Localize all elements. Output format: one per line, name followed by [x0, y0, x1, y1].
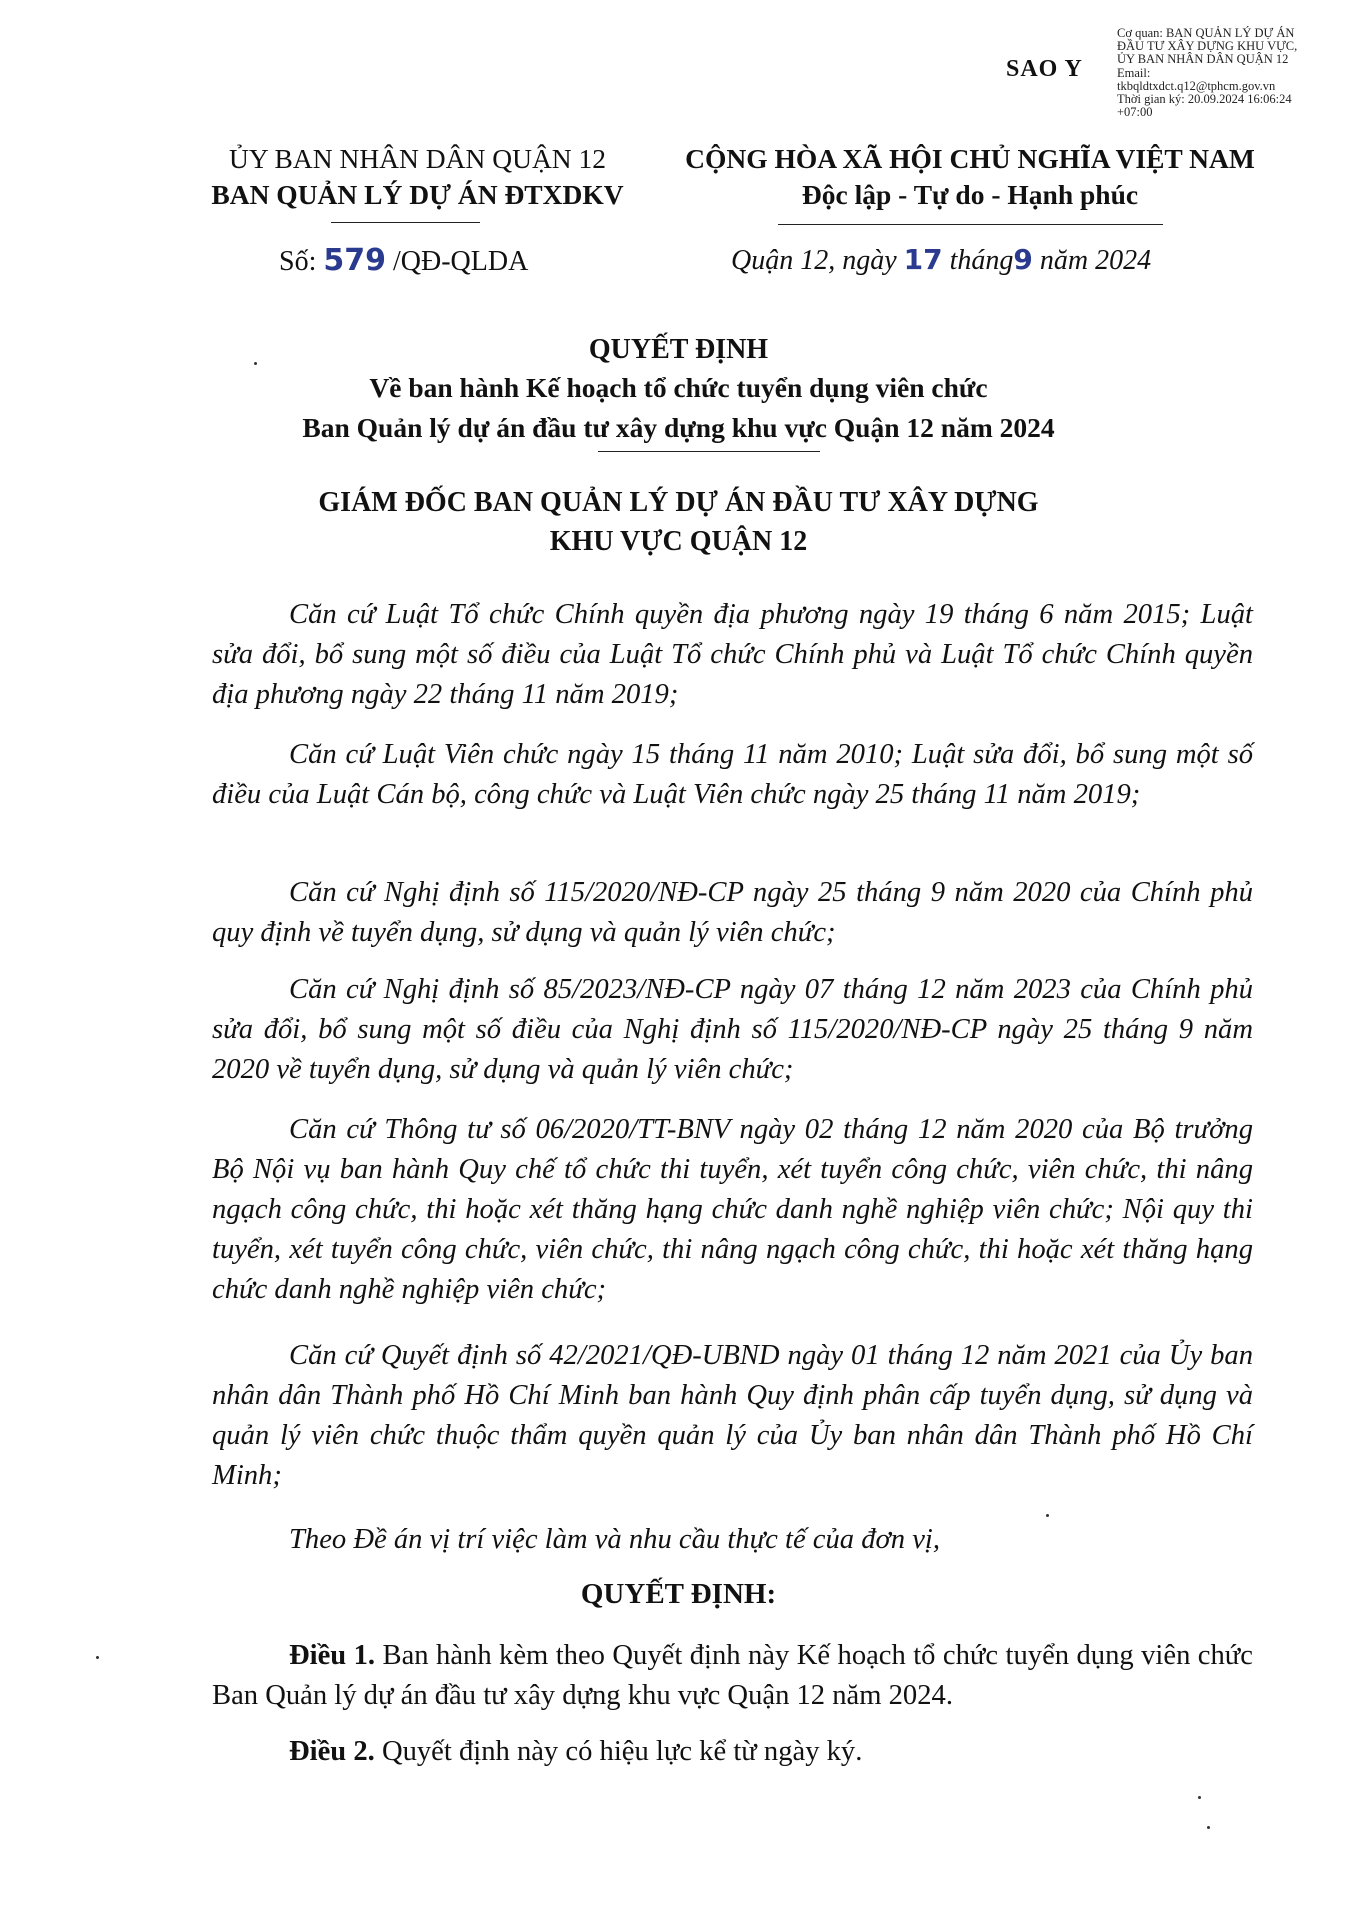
issuer-block	[180, 141, 655, 213]
national-motto-block	[650, 141, 1290, 213]
day-handwritten: 17	[903, 243, 943, 276]
scan-speck	[1207, 1826, 1210, 1829]
month-handwritten: 9	[1013, 243, 1033, 276]
decision-heading: QUYẾT ĐỊNH:	[580, 1578, 777, 1610]
place-date	[731, 243, 1151, 277]
stamp-timezone: +07:00	[1117, 105, 1153, 120]
doc-number-prefix: Số:	[279, 246, 317, 277]
nation-line1: CỘNG HÒA XÃ HỘI CHỦ NGHĨA VIỆT NAM	[685, 143, 1255, 174]
authority-line2: KHU VỰC QUẬN 12	[549, 526, 808, 557]
legal-basis-6: Căn cứ Quyết định số 42/2021/QĐ-UBND ngày 01 tháng 12 năm 2021 của Ủy ban nhân dân Thành phố Hồ Chí Minh ban hành Quy định phân cấp tuyển dụng, sử dụng và quản lý viên chức thuộc thẩm quyền quản lý của Ủy ban nhân dân Thành phố Hồ Chí Minh;	[212, 1340, 1253, 1491]
issuer-line2: BAN QUẢN LÝ DỰ ÁN ĐTXDKV	[211, 179, 624, 210]
article-2	[212, 1732, 1253, 1772]
doc-number-handwritten: 579	[323, 243, 386, 278]
stamp-agency-line2: ĐẦU TƯ XÂY DỰNG KHU VỰC,	[1117, 39, 1298, 54]
subject-line2: Ban Quản lý dự án đầu tư xây dựng khu vực Quận 12 năm 2024	[302, 412, 1055, 443]
legal-basis-1: Căn cứ Luật Tổ chức Chính quyền địa phương ngày 19 tháng 6 năm 2015; Luật sửa đổi, bổ sung một số điều của Luật Tổ chức Chính phủ và Luật Tổ chức Chính quyền địa phương ngày 22 tháng 11 năm 2019;	[212, 599, 1253, 710]
scan-speck	[1046, 1514, 1049, 1517]
year-label: năm 2024	[1039, 245, 1152, 276]
place-date-prefix: Quận 12, ngày	[731, 245, 897, 276]
authority-line1: GIÁM ĐỐC BAN QUẢN LÝ DỰ ÁN ĐẦU TƯ XÂY DỰNG	[318, 487, 1039, 518]
scan-speck	[254, 362, 257, 365]
scan-speck	[96, 1656, 99, 1659]
subject-underline	[598, 451, 820, 452]
article-2-text: Quyết định này có hiệu lực kể từ ngày ký.	[381, 1736, 863, 1767]
digital-signature-info	[1117, 27, 1357, 119]
article-1-label: Điều 1.	[289, 1640, 376, 1671]
scan-speck	[1198, 1796, 1201, 1799]
legal-basis-2: Căn cứ Luật Viên chức ngày 15 tháng 11 năm 2010; Luật sửa đổi, bổ sung một số điều của Luật Cán bộ, công chức và Luật Viên chức ngày 25 tháng 11 năm 2019;	[212, 739, 1253, 810]
stamp-email-label: Email:	[1117, 65, 1151, 80]
article-2-label: Điều 2.	[289, 1736, 375, 1767]
subject-line1: Về ban hành Kế hoạch tổ chức tuyển dụng viên chức	[369, 372, 988, 403]
legal-basis-7: Theo Đề án vị trí việc làm và nhu cầu thực tế của đơn vị,	[289, 1524, 941, 1555]
stamp-signed-time: Thời gian ký: 20.09.2024 16:06:24	[1117, 92, 1292, 107]
legal-basis-4: Căn cứ Nghị định số 85/2023/NĐ-CP ngày 07 tháng 12 năm 2023 của Chính phủ sửa đổi, bổ sung một số điều của Nghị định số 115/2020/NĐ-CP ngày 25 tháng 9 năm 2020 về tuyển dụng, sử dụng và quản lý viên chức;	[212, 974, 1253, 1085]
copy-mark: SAO Y	[1006, 56, 1083, 82]
stamp-email: tkbqldtxdct.q12@tphcm.gov.vn	[1117, 78, 1276, 93]
issuer-line1: ỦY BAN NHÂN DÂN QUẬN 12	[228, 143, 607, 174]
document-title: QUYẾT ĐỊNH	[588, 334, 769, 365]
doc-number-suffix: /QĐ-QLDA	[392, 246, 529, 277]
document-number	[279, 243, 528, 278]
article-1	[212, 1636, 1253, 1716]
month-label: tháng	[949, 245, 1014, 276]
issuer-underline	[331, 222, 480, 223]
article-1-text: Ban hành kèm theo Quyết định này Kế hoạch tổ chức tuyển dụng viên chức Ban Quản lý dự án đầu tư xây dựng khu vực Quận 12 năm 2024.	[212, 1640, 1253, 1711]
nation-line2: Độc lập - Tự do - Hạnh phúc	[801, 179, 1139, 210]
stamp-agency-label: Cơ quan: BAN QUẢN LÝ DỰ ÁN	[1117, 26, 1295, 40]
legal-basis-5: Căn cứ Thông tư số 06/2020/TT-BNV ngày 02 tháng 12 năm 2020 của Bộ trưởng Bộ Nội vụ ban hành Quy chế tổ chức thi tuyển, xét tuyển công chức, viên chức, thi nâng ngạch công chức, thi hoặc xét thăng hạng chức danh nghề nghiệp viên chức; Nội quy thi tuyển, xét tuyển công chức, viên chức, thi nâng ngạch công chức, thi hoặc xét thăng hạng chức danh nghề nghiệp viên chức;	[212, 1114, 1253, 1305]
stamp-agency-line3: ỦY BAN NHÂN DÂN QUẬN 12	[1117, 52, 1289, 67]
motto-underline	[778, 224, 1163, 225]
legal-basis-3: Căn cứ Nghị định số 115/2020/NĐ-CP ngày 25 tháng 9 năm 2020 của Chính phủ quy định về tuyển dụng, sử dụng và quản lý viên chức;	[212, 877, 1253, 948]
